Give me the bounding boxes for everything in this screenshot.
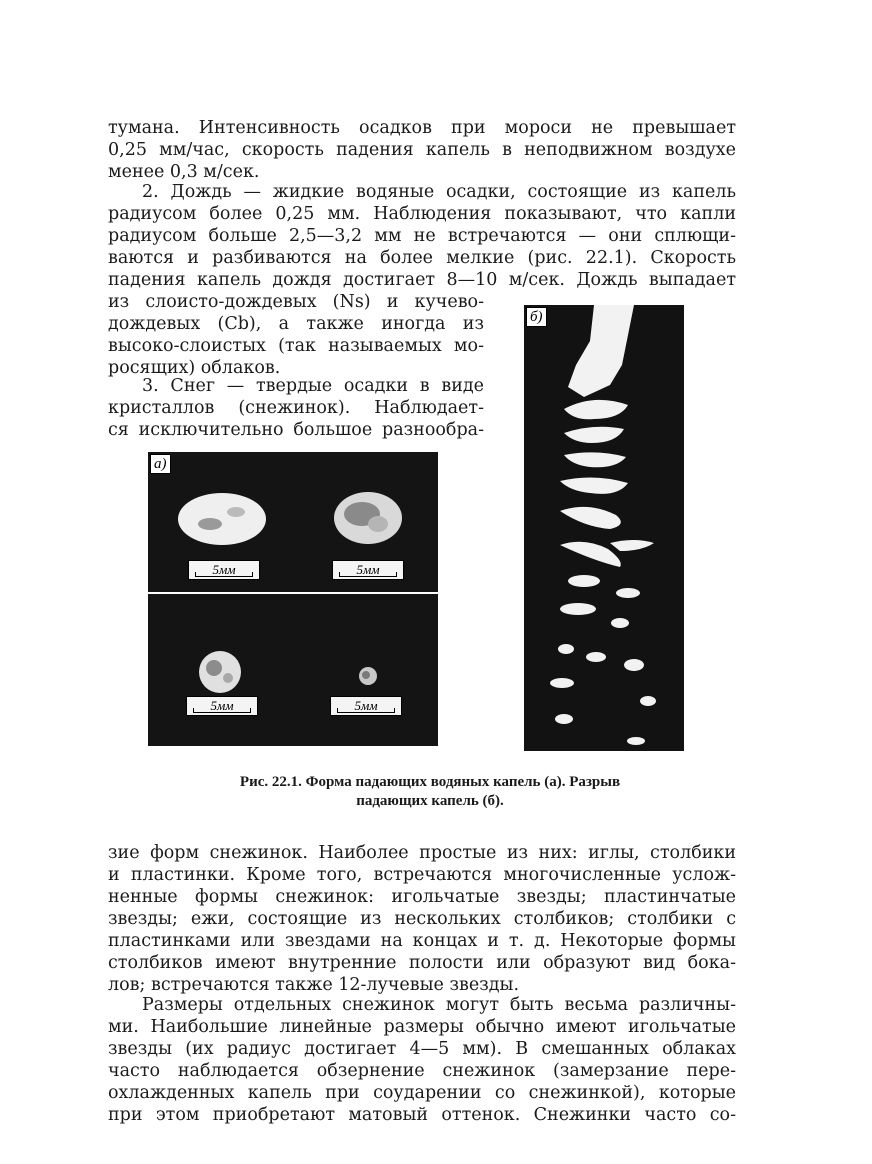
text-line: радиусом больше 2,5—3,2 мм не встречаются — они сплющи- — [108, 226, 736, 246]
figure-a-label: а) — [150, 454, 171, 474]
text-line: 3. Снег — твердые осадки в виде — [142, 376, 484, 396]
text-line: высоко-слоистых (так называемых мо- — [108, 336, 484, 356]
drop-photo — [148, 452, 296, 592]
text-line: лов; встречаются также 12-лучевые звезды. — [108, 975, 520, 995]
scale-bar: 5мм — [186, 696, 258, 716]
figure-caption — [150, 773, 710, 811]
drop-photo — [296, 594, 438, 746]
text-line: тумана. Интенсивность осадков при мороси не превышает — [108, 118, 736, 138]
text-line: дождевых (Cb), а также иногда из — [108, 314, 484, 334]
caption-line: Рис. 22.1. Форма падающих водяных капель (а). Разрыв — [239, 774, 621, 790]
last-paragraph — [108, 994, 736, 1126]
snow-paragraph — [108, 375, 484, 441]
text-line: зие форм снежинок. Наиболее простые из них: иглы, столбики — [108, 843, 736, 863]
scale-bar: 5мм — [330, 696, 402, 716]
text-line: из слоисто-дождевых (Ns) и кучево- — [108, 292, 484, 312]
drop-breakup-image — [524, 305, 684, 751]
text-line: росящих) облаков. — [108, 358, 281, 378]
text-line: 2. Дождь — жидкие водяные осадки, состоящие из капель — [142, 182, 736, 202]
scale-bar: 5мм — [332, 560, 404, 580]
bottom-paragraph — [108, 842, 736, 996]
rain-paragraph-narrow — [108, 291, 484, 379]
figure-b-label: б) — [526, 307, 547, 327]
text-line: 0,25 мм/час, скорость падения капель в неподвижном воздухе — [108, 140, 736, 160]
text-line: столбиков имеют внутренние полости или образуют вид бока- — [108, 953, 736, 973]
drop-photo — [148, 594, 296, 746]
text-line: ся исключительно большое разнообра- — [108, 420, 484, 440]
text-line: и пластинки. Кроме того, встречаются многочисленные услож- — [108, 865, 736, 885]
text-line: звезды (их радиус достигает 4—5 мм). В смешанных облаках — [108, 1039, 736, 1059]
text-line: часто наблюдается обзернение снежинок (замерзание пере- — [108, 1061, 736, 1081]
text-line: радиусом более 0,25 мм. Наблюдения показывают, что капли — [108, 204, 736, 224]
text-line: охлажденных капель при соударении со снежинкой), которые — [108, 1083, 736, 1103]
figure-b — [524, 305, 684, 751]
drop-photo — [296, 452, 438, 592]
text-line: падения капель дождя достигает 8—10 м/сек. Дождь выпадает — [108, 270, 736, 290]
drop-image — [148, 594, 296, 746]
drop-image — [296, 594, 438, 746]
top-paragraph — [108, 117, 736, 183]
caption-line: падающих капель (б). — [356, 793, 504, 809]
text-line: кристаллов (снежинок). Наблюдает- — [108, 398, 484, 418]
scale-bar: 5мм — [188, 560, 260, 580]
text-line: Размеры отдельных снежинок могут быть весьма различны- — [142, 995, 736, 1015]
text-line: менее 0,3 м/сек. — [108, 162, 260, 182]
text-line: ненные формы снежинок: игольчатые звезды; пластинчатые — [108, 887, 736, 907]
rain-paragraph — [108, 181, 736, 291]
text-line: пластинками или звездами на концах и т. д. Некоторые формы — [108, 931, 736, 951]
text-line: ми. Наибольшие линейные размеры обычно имеют игольчатые — [108, 1017, 736, 1037]
text-line: при этом приобретают матовый оттенок. Снежинки часто со- — [108, 1105, 736, 1125]
text-line: ваются и разбиваются на более мелкие (рис. 22.1). Скорость — [108, 248, 736, 268]
text-line: звезды; ежи, состоящие из нескольких столбиков; столбики с — [108, 909, 736, 929]
